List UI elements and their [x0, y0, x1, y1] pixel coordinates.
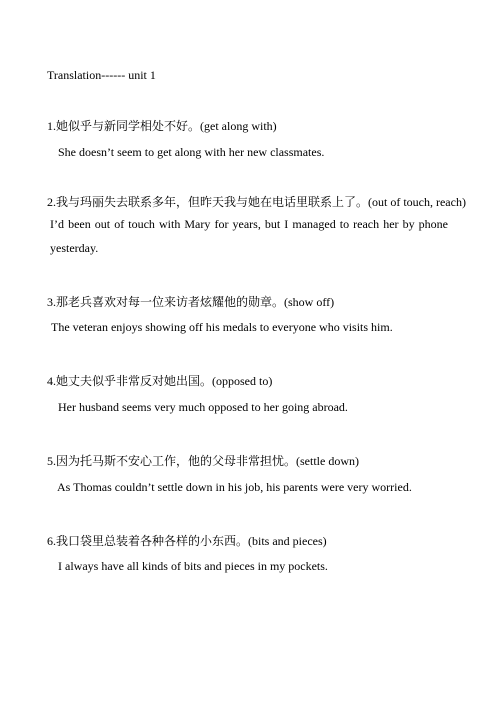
- question-2: 2.我与玛丽失去联系多年，但昨天我与她在电话里联系上了。(out of touch, reach): [47, 195, 466, 209]
- question-6: 6.我口袋里总装着各种各样的小东西。(bits and pieces): [47, 534, 327, 548]
- answer-1: She doesn’t seem to get along with her new classmates.: [58, 145, 325, 159]
- question-5: 5.因为托马斯不安心工作，他的父母非常担忧。(settle down): [47, 454, 359, 468]
- question-1: 1.她似乎与新同学相处不好。(get along with): [47, 119, 277, 133]
- question-3: 3.那老兵喜欢对每一位来访者炫耀他的勋章。(show off): [47, 295, 335, 309]
- question-4: 4.她丈夫似乎非常反对她出国。(opposed to): [47, 374, 273, 388]
- document-title: Translation------ unit 1: [47, 68, 156, 82]
- answer-6: I always have all kinds of bits and pieces in my pockets.: [58, 559, 328, 573]
- answer-5: As Thomas couldn’t settle down in his job, his parents were very worried.: [57, 480, 412, 494]
- answer-3: The veteran enjoys showing off his medals to everyone who visits him.: [51, 320, 393, 334]
- answer-4: Her husband seems very much opposed to her going abroad.: [58, 400, 348, 414]
- answer-2: I’d been out of touch with Mary for years, but I managed to reach her by phone yesterday.: [50, 217, 448, 255]
